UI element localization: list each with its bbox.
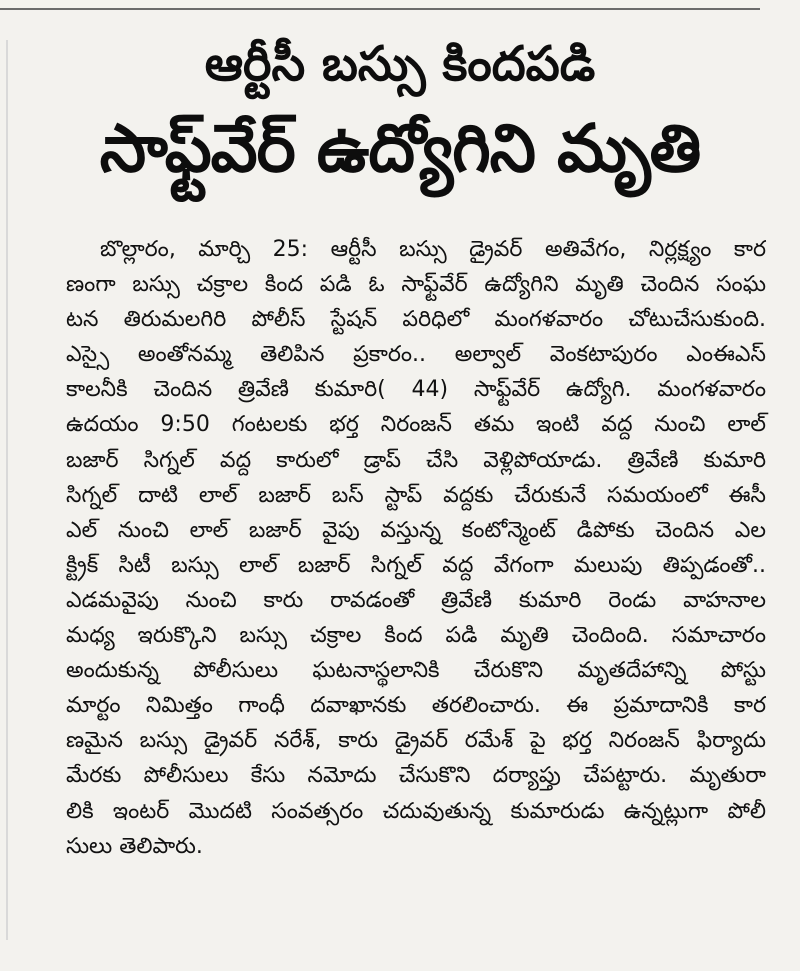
- article-line: ఎడమవైపు నుంచి కారు రావడంతో త్రివేణి కుమారి రెండు వాహనాల: [66, 587, 766, 613]
- article-line: బొల్లారం, మార్చి 25: ఆర్టీసీ బస్సు డ్రైవర్ అతివేగం, నిర్లక్ష్యం కార: [100, 237, 766, 262]
- article-line: లికి ఇంటర్ మొదటి సంవత్సరం చదువుతున్న కుమారుడు ఉన్నట్లుగా పోలీ: [66, 798, 766, 824]
- article-line: ఉదయం 9:50 గంటలకు భర్త నిరంజన్ తమ ఇంటి వద్ద నుంచి లాల్: [66, 412, 766, 438]
- headline-kicker: ఆర్టీసీ బస్సు కిందపడి: [204, 36, 596, 92]
- article-line: సులు తెలిపారు.: [66, 833, 203, 859]
- headline-main: సాఫ్ట్‌వేర్ ఉద్యోగిని మృతి: [99, 110, 701, 187]
- article-line: సిగ్నల్ దాటి లాల్ బజార్ బస్ స్టాప్ వద్దకు చేరుకునే సమయంలో ఈసీ: [66, 482, 766, 508]
- article-line: మేరకు పోలీసులు కేసు నమోదు చేసుకొని దర్యాప్తు చేపట్టారు. మృతురా: [66, 763, 766, 789]
- article-line: ణంగా బస్సు చక్రాల కింద పడి ఓ సాఫ్ట్‌వేర్ ఉద్యోగిని మృతి చెందిన సంఘ: [66, 272, 766, 298]
- article-line: టన తిరుమలగిరి పోలీస్ స్టేషన్ పరిధిలో మంగళవారం చోటుచేసుకుంది.: [66, 307, 766, 333]
- article-line: బజార్ సిగ్నల్ వద్ద కారులో డ్రాప్ చేసి వెళ్లిపోయాడు. త్రివేణి కుమారి: [66, 447, 766, 473]
- article-line: క్ట్రిక్ సిటీ బస్సు లాల్ బజార్ సిగ్నల్ వద్ద వేగంగా మలుపు తిప్పడంతో..: [66, 552, 766, 578]
- article-line: ఎస్సై అంతోనమ్మ తెలిపిన ప్రకారం.. అల్వాల్ వెంకటాపురం ఎంఈఎస్: [66, 342, 766, 368]
- article-line: కాలనీకి చెందిన త్రివేణి కుమారి( 44) సాఫ్ట్‌వేర్ ఉద్యోగి. మంగళవారం: [66, 377, 766, 403]
- article-line: అందుకున్న పోలీసులు ఘటనాస్థలానికి చేరుకొని మృతదేహాన్ని పోస్టు: [66, 658, 766, 684]
- article-line: మధ్య ఇరుక్కొని బస్సు చక్రాల కింద పడి మృతి చెందింది. సమాచారం: [66, 623, 766, 649]
- article-body: [66, 232, 766, 864]
- article-line: ఎల్ నుంచి లాల్ బజార్ వైపు వస్తున్న కంటోన్మెంట్ డిపోకు చెందిన ఎల: [66, 517, 766, 543]
- article-line: ణమైన బస్సు డ్రైవర్ నరేశ్, కారు డ్రైవర్ రమేశ్ పై భర్త నిరంజన్ ఫిర్యాదు: [66, 728, 766, 754]
- top-divider: [0, 0, 760, 10]
- article-line: మార్టం నిమిత్తం గాంధీ దవాఖానకు తరలించారు. ఈ ప్రమాదానికి కార: [66, 693, 766, 719]
